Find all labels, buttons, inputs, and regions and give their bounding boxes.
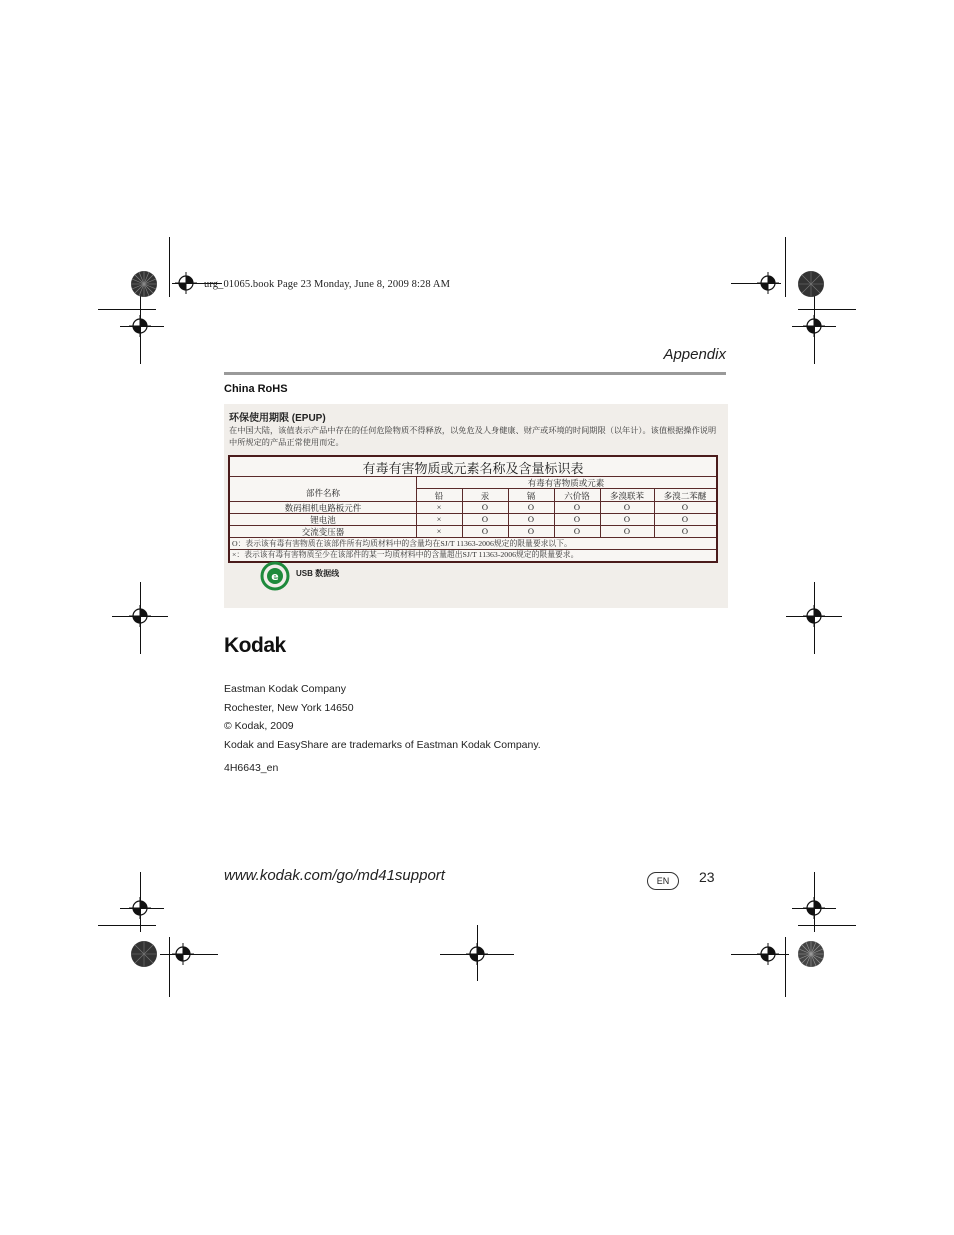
table-cell-mark: O: [527, 526, 535, 536]
table-cell-mark: ×: [436, 502, 442, 512]
table-cell-mark: O: [623, 514, 631, 524]
substance-pbb: 多溴联苯: [609, 491, 644, 501]
registration-mark-icon: [757, 272, 779, 294]
page-number: 23: [699, 869, 715, 885]
kodak-logo: Kodak: [224, 634, 286, 657]
print-slug: urg_01065.book Page 23 Monday, June 8, 2009 8:28 AM: [204, 279, 451, 290]
registration-mark-icon: [466, 943, 488, 965]
registration-mark-icon: [803, 897, 825, 919]
epup-description: 在中国大陆，该值表示产品中存在的任何危险物质不得释放，以免危及人身健康、财产或环境的时间期限（以年计）。该值根据操作说明中所规定的产品正常使用而定。: [229, 426, 717, 447]
table-cell-mark: O: [481, 514, 489, 524]
substance-pbde: 多溴二苯醚: [663, 491, 707, 501]
table-cell-mark: O: [527, 514, 535, 524]
table-cell-mark: O: [573, 514, 581, 524]
china-rohs-image: [224, 404, 728, 608]
registration-mark-icon: [757, 943, 779, 965]
table-cell-mark: O: [681, 526, 689, 536]
table-note-x: ×：表示该有毒有害物质至少在该部件的某一均质材料中的含量超出SJ/T 11363-2006规定的限量要求。: [232, 550, 579, 559]
part-number: 4H6643_en: [224, 762, 279, 774]
table-title: 有毒有害物质或元素名称及含量标识表: [362, 461, 584, 476]
registration-mark-icon: [803, 315, 825, 337]
substance-mercury: 汞: [480, 491, 490, 501]
table-cell-mark: O: [681, 502, 689, 512]
table-cell-mark: O: [623, 526, 631, 536]
epup-e-logo-icon: [258, 561, 292, 591]
usb-cable-label: USB 数据线: [296, 569, 340, 578]
table-cell-mark: ×: [436, 514, 442, 524]
table-row-part: 交流变压器: [301, 527, 345, 537]
starburst-target-icon: [130, 940, 158, 968]
language-badge: EN: [647, 872, 679, 890]
substance-cadmium: 镉: [526, 491, 536, 501]
table-cell-mark: O: [623, 502, 631, 512]
company-name: Eastman Kodak Company: [224, 683, 346, 695]
svg-text:e: e: [271, 570, 279, 583]
registration-mark-icon: [129, 315, 151, 337]
registration-mark-icon: [129, 897, 151, 919]
substance-chromium: 六价铬: [564, 491, 590, 501]
table-cell-mark: O: [481, 526, 489, 536]
header-rule: [224, 372, 726, 375]
starburst-target-icon: [130, 270, 158, 298]
registration-mark-icon: [172, 943, 194, 965]
starburst-target-icon: [797, 270, 825, 298]
trademark-notice: Kodak and EasyShare are trademarks of Eastman Kodak Company.: [224, 739, 541, 751]
table-cell-mark: O: [573, 502, 581, 512]
part-name-header: 部件名称: [305, 488, 340, 498]
registration-mark-icon: [129, 605, 151, 627]
hazardous-substances-table: [228, 455, 718, 563]
table-cell-mark: O: [527, 502, 535, 512]
table-row-part: 数码相机电路板元件: [284, 503, 362, 513]
copyright: © Kodak, 2009: [224, 720, 294, 732]
table-cell-mark: O: [481, 502, 489, 512]
epup-title: 环保使用期限 (EPUP): [229, 413, 326, 424]
table-cell-mark: O: [681, 514, 689, 524]
table-cell-mark: ×: [436, 526, 442, 536]
page-header-title: Appendix: [663, 346, 726, 363]
substance-lead: 铅: [434, 491, 444, 501]
table-cell-mark: O: [573, 526, 581, 536]
starburst-target-icon: [797, 940, 825, 968]
support-url[interactable]: www.kodak.com/go/md41support: [224, 867, 445, 884]
section-title: China RoHS: [224, 383, 288, 395]
registration-mark-icon: [175, 272, 197, 294]
table-note-o: O：表示该有毒有害物质在该部件所有均质材料中的含量均在SJ/T 11363-2006规定的限量要求以下。: [232, 539, 572, 548]
substances-header: 有毒有害物质或元素: [527, 478, 605, 488]
company-city: Rochester, New York 14650: [224, 702, 354, 714]
registration-mark-icon: [803, 605, 825, 627]
table-row-part: 锂电池: [310, 515, 336, 525]
